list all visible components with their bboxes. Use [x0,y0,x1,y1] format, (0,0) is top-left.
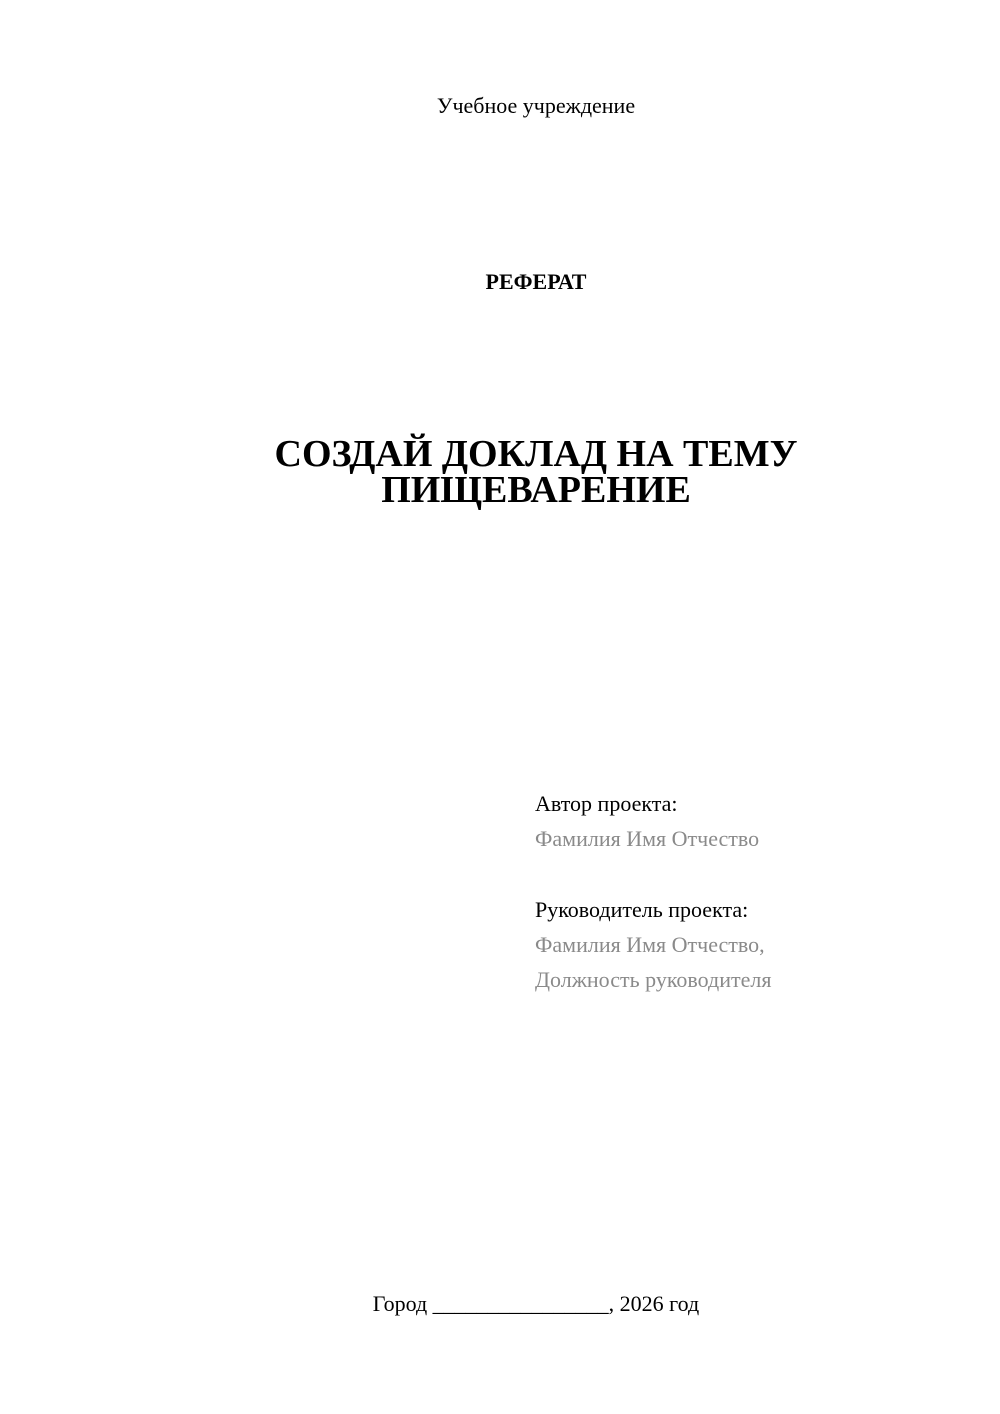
supervisor-position-placeholder: Должность руководителя [535,967,772,992]
document-title [0,433,1000,511]
info-spacer [535,856,975,892]
document-title-line-2: ПИЩЕВАРЕНИЕ [381,469,691,511]
institution-name: Учебное учреждение [436,93,636,118]
supervisor-name-placeholder: Фамилия Имя Отчество, [535,932,765,957]
project-info [535,786,975,997]
author-name-placeholder: Фамилия Имя Отчество [535,826,760,851]
author-label: Автор проекта: [535,791,678,816]
document-type: РЕФЕРАТ [485,269,587,294]
document-title-line-1: СОЗДАЙ ДОКЛАД НА ТЕМУ [274,433,798,475]
supervisor-label: Руководитель проекта: [535,897,749,922]
city-year-line: Город ________________, 2026 год [372,1291,700,1316]
